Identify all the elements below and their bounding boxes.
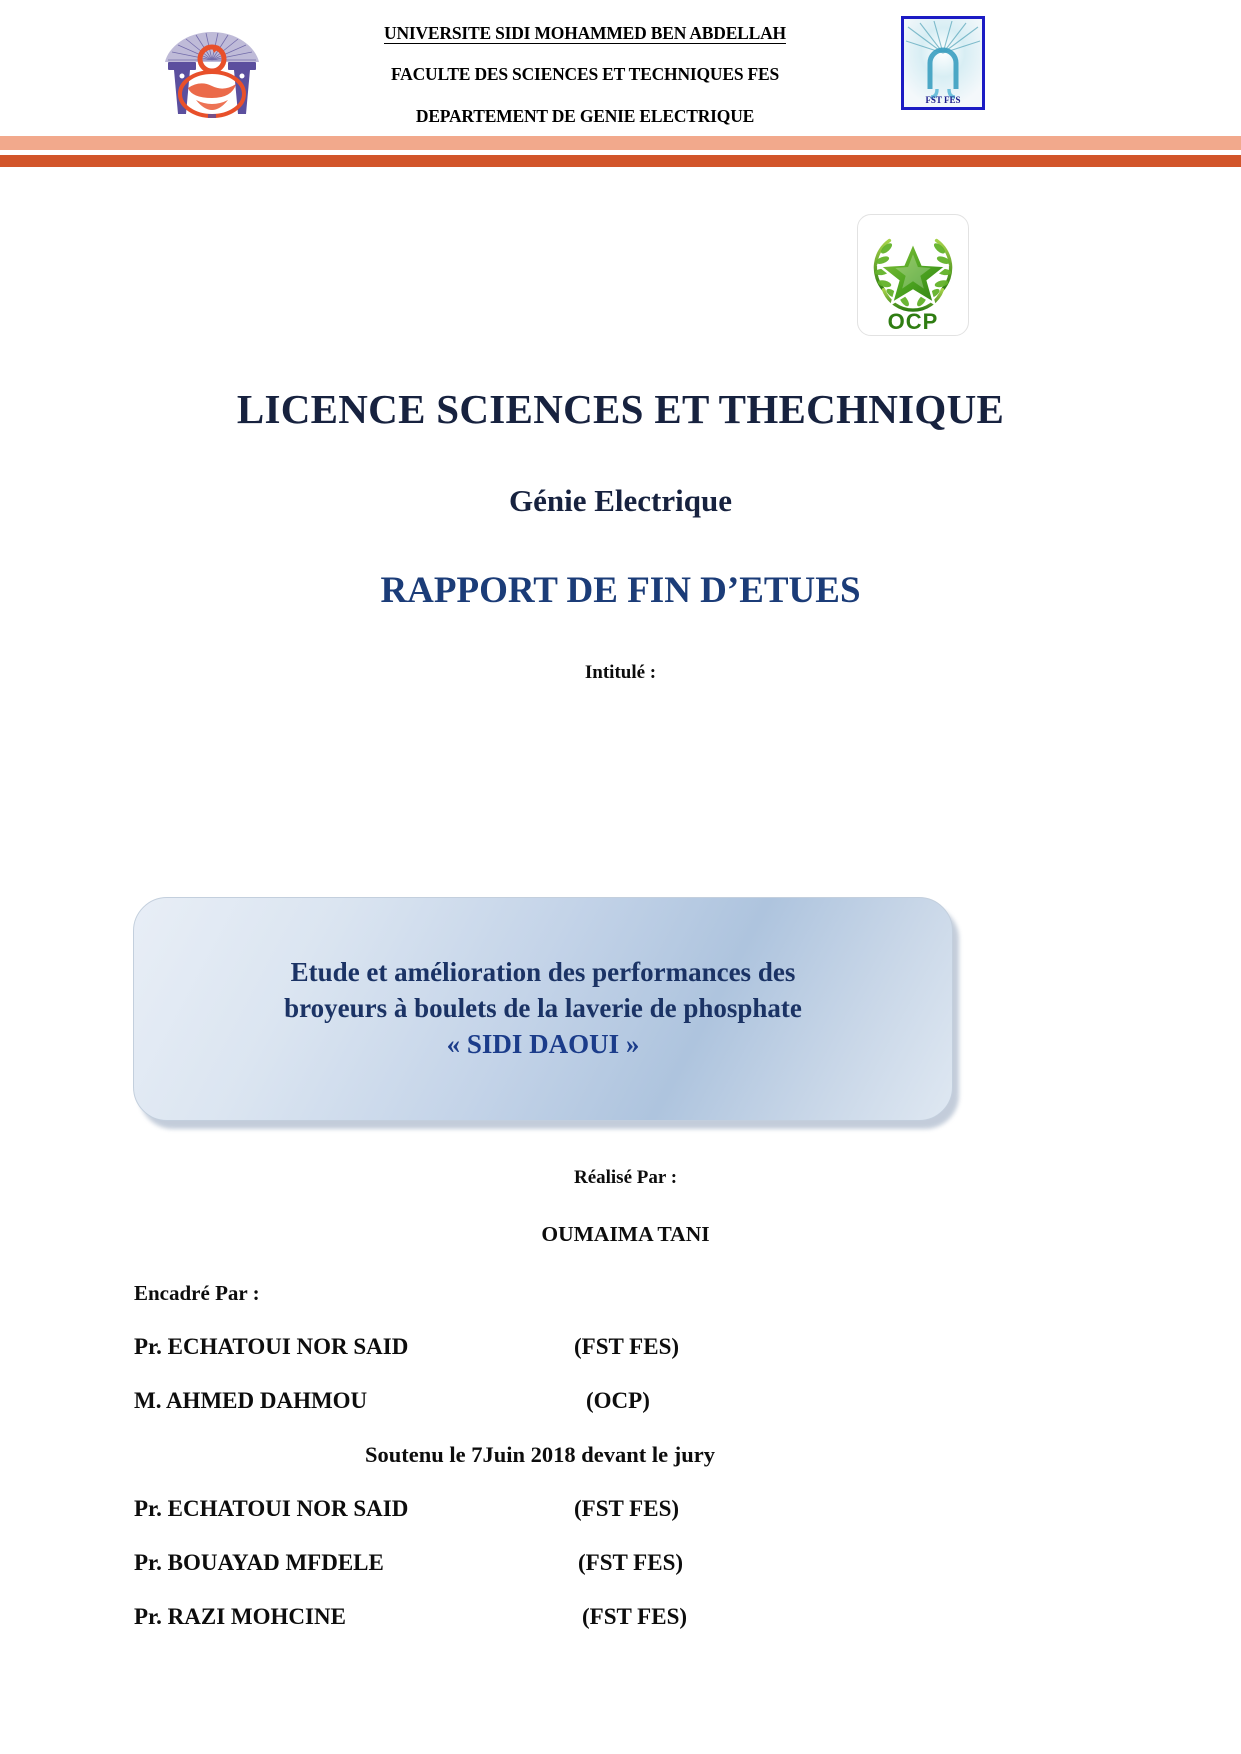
report-title-box	[133, 897, 953, 1125]
author-name: OUMAIMA TANI	[541, 1222, 710, 1246]
header-department-line: DEPARTEMENT DE GENIE ELECTRIQUE	[415, 105, 755, 126]
credits-section	[0, 1167, 1241, 1630]
defense-line: Soutenu le 7Juin 2018 devant le jury	[365, 1442, 716, 1467]
jury-member-name: Pr. RAZI MOHCINE	[134, 1604, 346, 1629]
supervisor-row	[134, 1334, 1241, 1360]
report-title-line-3: « SIDI DAOUI »	[446, 1028, 640, 1059]
encadre-par-label: Encadré Par :	[134, 1281, 260, 1305]
report-title-line-2: broyeurs à boulets de la laverie de phosphate	[284, 993, 802, 1024]
supervisor-row	[134, 1388, 1241, 1414]
degree-title: LICENCE SCIENCES ET THECHNIQUE	[236, 386, 1005, 432]
supervisor-name: M. AHMED DAHMOU	[134, 1388, 368, 1413]
header-faculty-line: FACULTE DES SCIENCES ET TECHNIQUES FES	[390, 64, 780, 85]
jury-member-affiliation: (FST FES)	[574, 1496, 680, 1521]
document-type-title: RAPPORT DE FIN D’ETUES	[380, 570, 861, 611]
supervisor-name: Pr. ECHATOUI NOR SAID	[134, 1334, 409, 1359]
report-title-line-1: Etude et amélioration des performances des	[290, 957, 796, 988]
ocp-logo-caption: OCP	[887, 309, 939, 334]
jury-row	[134, 1604, 1241, 1630]
title-block	[0, 386, 1241, 683]
report-title-box-surface	[133, 897, 953, 1121]
usmba-logo	[152, 14, 272, 126]
realise-par-label: Réalisé Par :	[573, 1167, 678, 1188]
intitule-label: Intitulé :	[584, 662, 657, 683]
jury-member-name: Pr. BOUAYAD MFDELE	[134, 1550, 384, 1575]
supervisor-affiliation: (OCP)	[586, 1388, 650, 1413]
header-divider	[0, 136, 1241, 167]
header-university-line: UNIVERSITE SIDI MOHAMMED BEN ABDELLAH	[384, 23, 786, 43]
ocp-logo	[857, 214, 969, 336]
divider-band-light	[0, 136, 1241, 150]
specialty-title: Génie Electrique	[509, 483, 732, 518]
fst-fes-logo	[901, 16, 985, 110]
jury-row	[134, 1550, 1241, 1576]
divider-band-dark	[0, 155, 1241, 167]
supervisor-affiliation: (FST FES)	[574, 1334, 680, 1359]
jury-row	[134, 1496, 1241, 1522]
jury-member-affiliation: (FST FES)	[578, 1550, 684, 1575]
jury-member-affiliation: (FST FES)	[582, 1604, 688, 1629]
jury-member-name: Pr. ECHATOUI NOR SAID	[134, 1496, 409, 1521]
header-institution-text	[300, 14, 870, 126]
fst-fes-logo-caption: FST FES	[925, 95, 961, 105]
page-header	[0, 0, 1241, 136]
